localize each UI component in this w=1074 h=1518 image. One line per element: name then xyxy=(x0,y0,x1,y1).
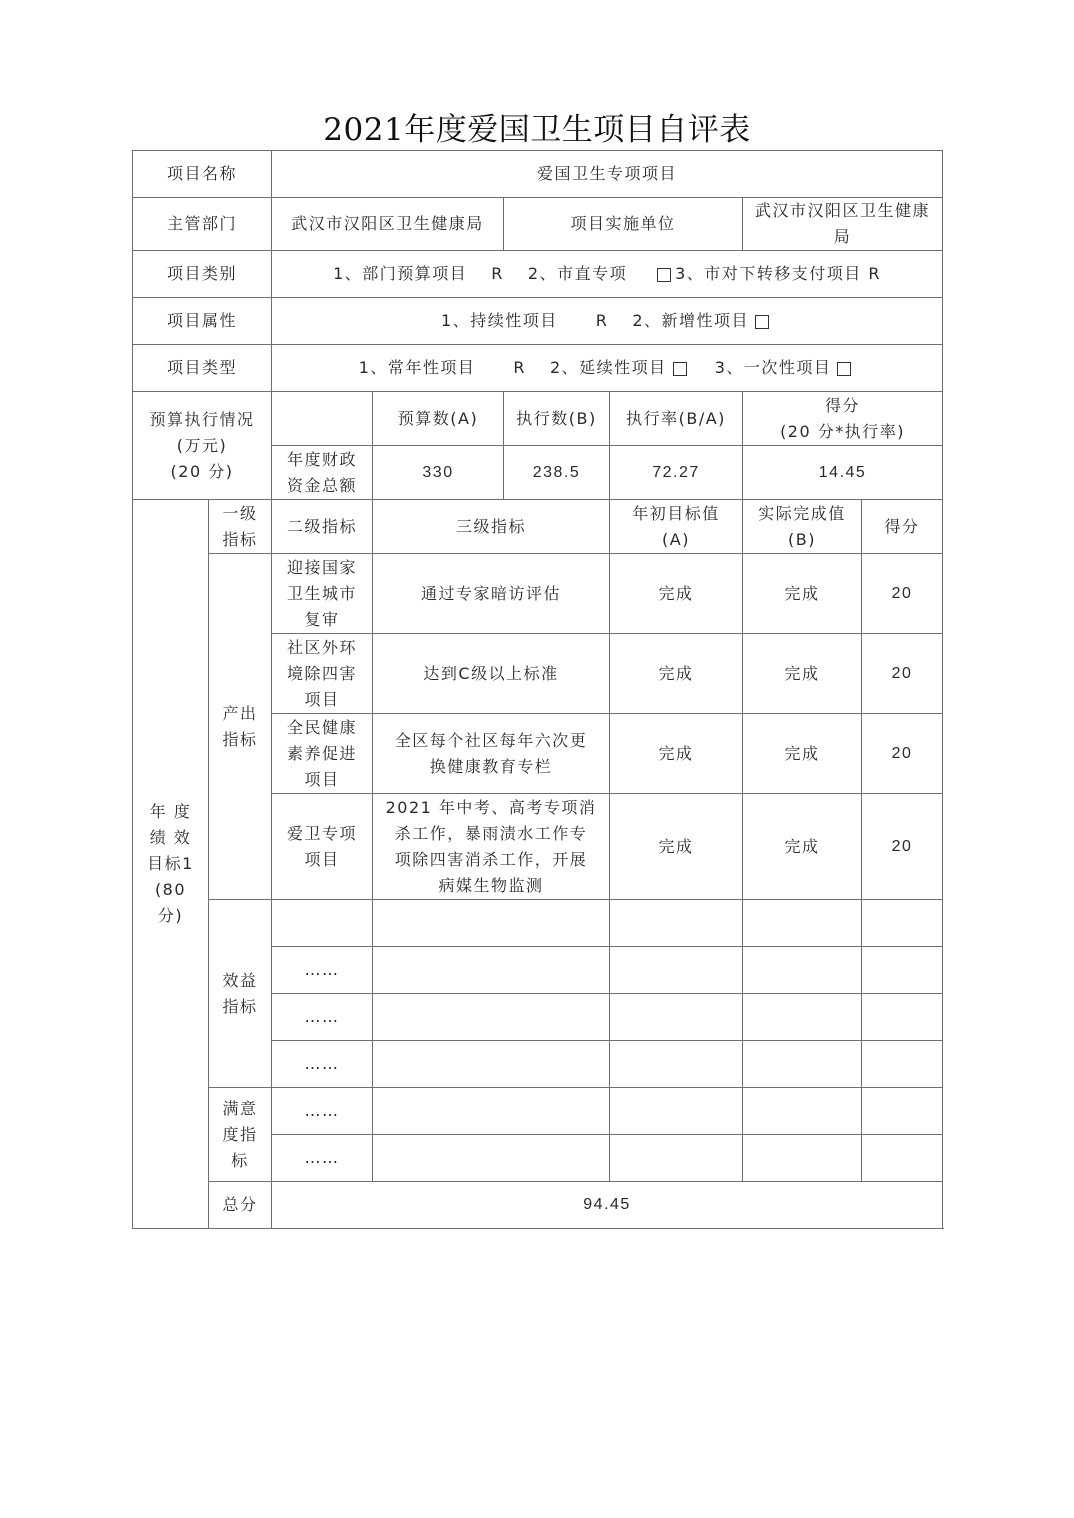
type-mark-1: R xyxy=(513,358,526,377)
budget-label: 预算执行情况 (万元) (20 分) xyxy=(133,392,272,500)
exec-amount: 238.5 xyxy=(504,446,610,500)
output-l3: 2021 年中考、高考专项消 杀工作，暴雨渍水工作专 项除四害消杀工作，开展 病媒生物监测 xyxy=(373,794,610,900)
output-l2: 社区外环 境除四害 项目 xyxy=(272,634,373,714)
col-budget-score: 得分 (20 分*执行率) xyxy=(743,392,943,446)
empty-cell xyxy=(862,994,943,1041)
attribute-option-2: 2、新增性项目 xyxy=(632,311,750,330)
benefit-l2 xyxy=(272,900,373,947)
output-row xyxy=(133,554,943,634)
output-score: 20 xyxy=(862,714,943,794)
project-name-value: 爱国卫生专项项目 xyxy=(272,151,943,198)
satisfaction-row xyxy=(133,1088,943,1135)
checkbox-empty xyxy=(837,362,851,376)
row-type xyxy=(133,345,943,392)
col-budget-amount: 预算数(A) xyxy=(373,392,504,446)
empty-cell xyxy=(610,947,743,994)
empty-cell xyxy=(743,947,862,994)
attribute-options xyxy=(272,298,943,345)
total-label: 总分 xyxy=(209,1182,272,1229)
row-budget-header xyxy=(133,392,943,446)
type-option-1: 1、常年性项目 xyxy=(358,358,476,377)
output-l2: 全民健康 素养促进 项目 xyxy=(272,714,373,794)
empty-cell xyxy=(610,900,743,947)
benefit-row xyxy=(133,900,943,947)
header-level1: 一级 指标 xyxy=(209,500,272,554)
empty-cell xyxy=(610,1135,743,1182)
dept-value: 武汉市汉阳区卫生健康局 xyxy=(272,198,504,251)
output-l3: 全区每个社区每年六次更 换健康教育专栏 xyxy=(373,714,610,794)
output-l3: 达到C级以上标准 xyxy=(373,634,610,714)
benefit-l2: …… xyxy=(272,994,373,1041)
output-actual: 完成 xyxy=(743,714,862,794)
impl-value: 武汉市汉阳区卫生健康局 xyxy=(743,198,943,251)
empty-cell xyxy=(743,900,862,947)
budget-amount: 330 xyxy=(373,446,504,500)
category-option-1: 1、部门预算项目 xyxy=(333,264,468,283)
empty-cell xyxy=(373,947,610,994)
project-name-label: 项目名称 xyxy=(133,151,272,198)
satisfaction-label: 满意 度指 标 xyxy=(209,1088,272,1182)
total-value: 94.45 xyxy=(272,1182,943,1229)
attribute-option-1: 1、持续性项目 xyxy=(441,311,558,330)
empty-cell xyxy=(373,900,610,947)
category-option-3: 3、市对下转移支付项目 xyxy=(675,264,862,283)
benefit-l2: …… xyxy=(272,1041,373,1088)
attribute-mark-1: R xyxy=(595,311,609,330)
type-options xyxy=(272,345,943,392)
empty-cell xyxy=(373,1041,610,1088)
budget-empty-cell xyxy=(272,392,373,446)
benefit-label: 效益 指标 xyxy=(209,900,272,1088)
row-attribute xyxy=(133,298,943,345)
output-l2: 迎接国家 卫生城市 复审 xyxy=(272,554,373,634)
satisfaction-l2: …… xyxy=(272,1088,373,1135)
evaluation-table xyxy=(132,150,943,1229)
output-target: 完成 xyxy=(610,634,743,714)
page-title: 2021年度爱国卫生项目自评表 xyxy=(323,112,751,148)
header-actual: 实际完成值 (B) xyxy=(743,500,862,554)
output-actual: 完成 xyxy=(743,794,862,900)
type-option-2: 2、延续性项目 xyxy=(550,358,667,377)
category-mark-1: R xyxy=(491,264,504,283)
col-exec-rate: 执行率(B/A) xyxy=(610,392,743,446)
category-options xyxy=(272,251,943,298)
output-score: 20 xyxy=(862,554,943,634)
output-l3: 通过专家暗访评估 xyxy=(373,554,610,634)
empty-cell xyxy=(862,1041,943,1088)
empty-cell xyxy=(610,994,743,1041)
type-label: 项目类型 xyxy=(133,345,272,392)
exec-rate: 72.27 xyxy=(610,446,743,500)
checkbox-empty xyxy=(657,268,671,282)
perf-label: 年 度 绩 效 目标1 (80 分) xyxy=(133,500,209,1229)
output-target: 完成 xyxy=(610,714,743,794)
impl-label: 项目实施单位 xyxy=(504,198,743,251)
col-exec-amount: 执行数(B) xyxy=(504,392,610,446)
header-target: 年初目标值 (A) xyxy=(610,500,743,554)
output-score: 20 xyxy=(862,794,943,900)
empty-cell xyxy=(743,1041,862,1088)
header-level2: 二级指标 xyxy=(272,500,373,554)
empty-cell xyxy=(743,1088,862,1135)
output-score: 20 xyxy=(862,634,943,714)
empty-cell xyxy=(373,994,610,1041)
empty-cell xyxy=(743,994,862,1041)
annual-fund-label: 年度财政 资金总额 xyxy=(272,446,373,500)
budget-score: 14.45 xyxy=(743,446,943,500)
type-option-3: 3、一次性项目 xyxy=(714,358,832,377)
empty-cell xyxy=(862,1135,943,1182)
empty-cell xyxy=(373,1135,610,1182)
empty-cell xyxy=(862,900,943,947)
checkbox-empty xyxy=(673,362,687,376)
row-perf-header xyxy=(133,500,943,554)
output-actual: 完成 xyxy=(743,554,862,634)
output-l2: 爱卫专项 项目 xyxy=(272,794,373,900)
output-target: 完成 xyxy=(610,554,743,634)
benefit-l2: …… xyxy=(272,947,373,994)
header-score: 得分 xyxy=(862,500,943,554)
empty-cell xyxy=(743,1135,862,1182)
empty-cell xyxy=(862,947,943,994)
output-label: 产出 指标 xyxy=(209,554,272,900)
empty-cell xyxy=(862,1088,943,1135)
empty-cell xyxy=(610,1041,743,1088)
output-target: 完成 xyxy=(610,794,743,900)
header-level3: 三级指标 xyxy=(373,500,610,554)
row-total xyxy=(133,1182,943,1229)
empty-cell xyxy=(373,1088,610,1135)
satisfaction-l2: …… xyxy=(272,1135,373,1182)
row-department xyxy=(133,198,943,251)
attribute-label: 项目属性 xyxy=(133,298,272,345)
row-category xyxy=(133,251,943,298)
category-mark-3: R xyxy=(868,264,881,283)
category-label: 项目类别 xyxy=(133,251,272,298)
empty-cell xyxy=(610,1088,743,1135)
checkbox-empty xyxy=(755,315,769,329)
output-actual: 完成 xyxy=(743,634,862,714)
dept-label: 主管部门 xyxy=(133,198,272,251)
row-project-name xyxy=(133,151,943,198)
category-option-2: 2、市直专项 xyxy=(527,264,628,283)
